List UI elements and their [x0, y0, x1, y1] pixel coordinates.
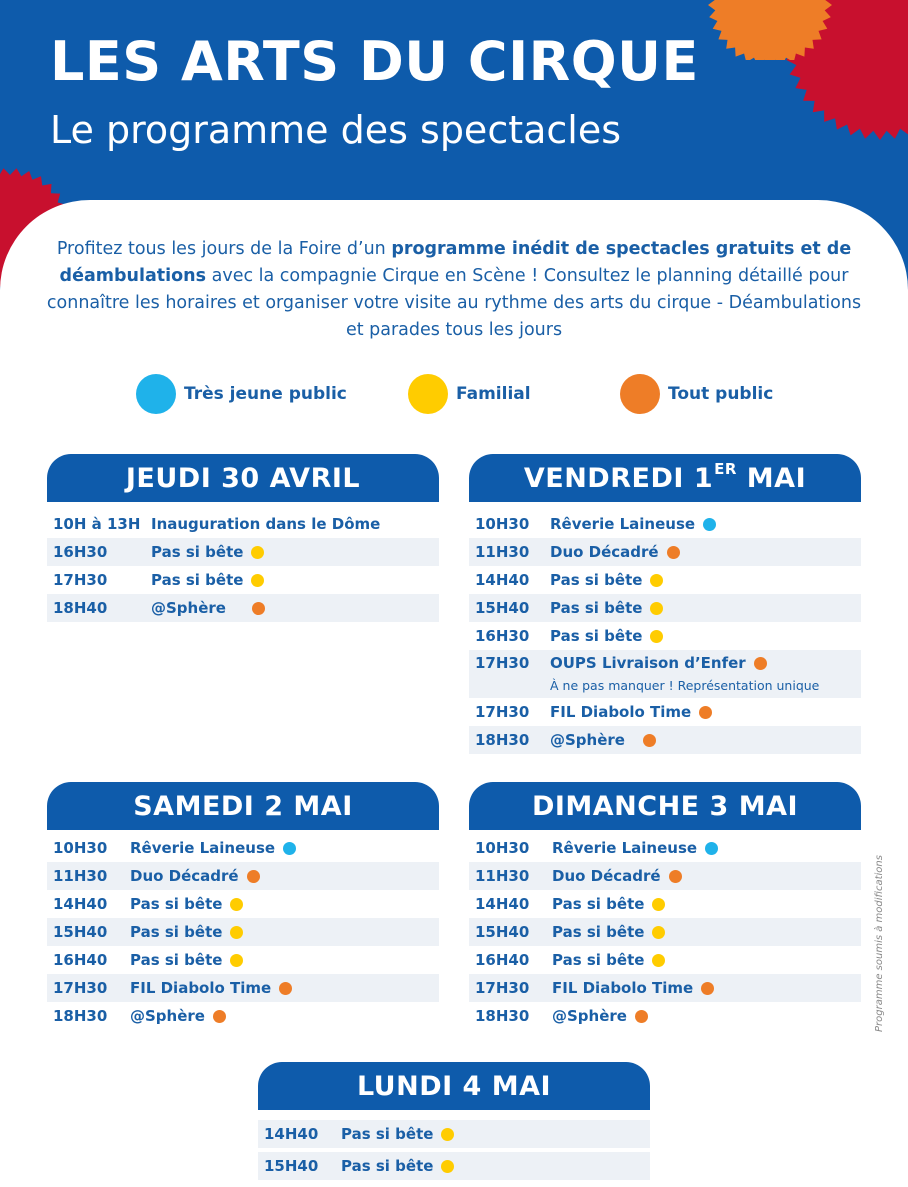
schedule-row: [47, 974, 439, 1002]
schedule-row: [469, 974, 861, 1002]
familial-dot-icon: [230, 954, 243, 967]
tout-public-dot-icon: [247, 870, 260, 883]
day-jeudi: [47, 454, 439, 622]
show-time: 11H30: [475, 867, 530, 885]
tout-public-dot-icon: [754, 657, 767, 670]
familial-dot-icon: [650, 602, 663, 615]
show-name: @Sphère: [130, 1007, 205, 1025]
familial-dot-icon: [652, 926, 665, 939]
tout-public-dot-icon: [635, 1010, 648, 1023]
blue-dot-icon: [136, 374, 176, 414]
show-time: 10H30: [475, 839, 530, 857]
show-time: 16H30: [475, 627, 530, 645]
legend-label: Tout public: [668, 384, 774, 404]
schedule-row: [47, 594, 439, 622]
show-time: 16H30: [53, 543, 108, 561]
schedule-row: [469, 726, 861, 754]
day-vendredi: [469, 454, 861, 754]
show-name: Duo Décadré: [130, 867, 239, 885]
schedule-row: [47, 946, 439, 974]
tres-jeune-dot-icon: [283, 842, 296, 855]
show-time: 15H40: [475, 599, 530, 617]
day-samedi: [47, 782, 439, 1030]
day-dimanche: [469, 782, 861, 1030]
legend-familial: [408, 372, 531, 416]
familial-dot-icon: [652, 898, 665, 911]
show-time: 10H à 13H: [53, 515, 141, 533]
show-time: 14H40: [475, 571, 530, 589]
schedule-row: [469, 650, 861, 698]
yellow-dot-icon: [408, 374, 448, 414]
intro-text: Profitez tous les jours de la Foire d’un programme inédit de spectacles gratuits et de déambulations avec la compagnie Cirque en Scène ! Consultez le planning détaillé pour connaître les horaires et organiser votre visite au rythme des arts du cirque - Déambulations et parades tous les jours: [46, 239, 862, 340]
day-title: DIMANCHE 3 MAI: [469, 782, 861, 830]
tout-public-dot-icon: [667, 546, 680, 559]
schedule-row: [469, 862, 861, 890]
schedule-row: [47, 890, 439, 918]
schedule-row: [47, 834, 439, 862]
schedule-row: [469, 698, 861, 726]
familial-dot-icon: [650, 630, 663, 643]
show-name: Pas si bête: [552, 951, 645, 969]
schedule-row: [469, 946, 861, 974]
show-time: 10H30: [53, 839, 108, 857]
legend-tout-public: [620, 372, 773, 416]
show-time: 16H40: [53, 951, 108, 969]
show-note: À ne pas manquer ! Représentation unique: [550, 678, 820, 693]
schedule-row: [469, 538, 861, 566]
show-name: Pas si bête: [130, 951, 223, 969]
show-time: 15H40: [264, 1157, 319, 1175]
day-title: SAMEDI 2 MAI: [47, 782, 439, 830]
show-time: 16H40: [475, 951, 530, 969]
show-name: Pas si bête: [341, 1157, 434, 1175]
show-time: 14H40: [53, 895, 108, 913]
show-name: Inauguration dans le Dôme: [151, 515, 381, 533]
tres-jeune-dot-icon: [705, 842, 718, 855]
familial-dot-icon: [441, 1160, 454, 1173]
show-name: Duo Décadré: [552, 867, 661, 885]
familial-dot-icon: [251, 574, 264, 587]
show-name: FIL Diabolo Time: [550, 703, 692, 721]
orange-burst-top-right: [700, 0, 850, 60]
tout-public-dot-icon: [252, 602, 265, 615]
familial-dot-icon: [650, 574, 663, 587]
legend-label: Très jeune public: [184, 384, 347, 404]
page-subtitle: Le programme des spectacles: [50, 108, 622, 152]
schedule-row: [469, 510, 861, 538]
schedule-row: [47, 538, 439, 566]
show-name: Pas si bête: [130, 895, 223, 913]
schedule-row: [469, 1002, 861, 1030]
show-time: 14H40: [264, 1125, 319, 1143]
familial-dot-icon: [230, 898, 243, 911]
tout-public-dot-icon: [279, 982, 292, 995]
day-title: VENDREDI 1 $^{ER}$ MAI: [469, 454, 861, 502]
disclaimer-note: Programme soumis à modifications: [874, 855, 885, 1032]
schedule-row: [47, 1002, 439, 1030]
show-time: 15H40: [475, 923, 530, 941]
day-lundi: [258, 1062, 650, 1180]
show-time: 17H30: [475, 703, 530, 721]
schedule-row: [47, 510, 439, 538]
familial-dot-icon: [230, 926, 243, 939]
show-name: Pas si bête: [151, 571, 244, 589]
schedule-row: [469, 918, 861, 946]
legend-tres-jeune: [136, 372, 347, 416]
tout-public-dot-icon: [643, 734, 656, 747]
show-time: 11H30: [475, 543, 530, 561]
show-time: 18H30: [475, 1007, 530, 1025]
page-title: LES ARTS DU CIRQUE: [50, 30, 699, 93]
show-name: OUPS Livraison d’Enfer: [550, 654, 746, 672]
show-time: 17H30: [53, 571, 108, 589]
show-name: Pas si bête: [550, 599, 643, 617]
orange-dot-icon: [620, 374, 660, 414]
show-name: @Sphère: [151, 599, 226, 617]
familial-dot-icon: [441, 1128, 454, 1141]
show-time: 18H30: [475, 731, 530, 749]
show-time: 11H30: [53, 867, 108, 885]
show-name: Rêverie Laineuse: [550, 515, 696, 533]
day-title: LUNDI 4 MAI: [258, 1062, 650, 1110]
schedule-row: [469, 622, 861, 650]
schedule-row: [258, 1152, 650, 1180]
schedule-row: [258, 1120, 650, 1148]
tout-public-dot-icon: [669, 870, 682, 883]
show-time: 15H40: [53, 923, 108, 941]
show-name: Pas si bête: [341, 1125, 434, 1143]
show-name: Rêverie Laineuse: [552, 839, 698, 857]
show-name: Pas si bête: [550, 627, 643, 645]
familial-dot-icon: [251, 546, 264, 559]
show-name: Pas si bête: [550, 571, 643, 589]
tout-public-dot-icon: [701, 982, 714, 995]
schedule-row: [469, 566, 861, 594]
show-name: FIL Diabolo Time: [130, 979, 272, 997]
show-name: Pas si bête: [552, 923, 645, 941]
day-title: JEUDI 30 AVRIL: [47, 454, 439, 502]
show-time: 18H40: [53, 599, 108, 617]
show-time: 17H30: [53, 979, 108, 997]
show-time: 10H30: [475, 515, 530, 533]
show-name: Pas si bête: [130, 923, 223, 941]
schedule-row: [469, 834, 861, 862]
show-name: Pas si bête: [552, 895, 645, 913]
show-time: 17H30: [475, 979, 530, 997]
schedule-row: [469, 594, 861, 622]
tout-public-dot-icon: [699, 706, 712, 719]
show-time: 18H30: [53, 1007, 108, 1025]
schedule-row: [469, 890, 861, 918]
tres-jeune-dot-icon: [703, 518, 716, 531]
legend-label: Familial: [456, 384, 531, 404]
schedule-row: [47, 862, 439, 890]
schedule-row: [47, 566, 439, 594]
show-name: Rêverie Laineuse: [130, 839, 276, 857]
familial-dot-icon: [652, 954, 665, 967]
show-name: Duo Décadré: [550, 543, 659, 561]
show-time: 17H30: [475, 654, 530, 672]
show-name: @Sphère: [552, 1007, 627, 1025]
schedule-row: [47, 918, 439, 946]
tout-public-dot-icon: [213, 1010, 226, 1023]
show-name: FIL Diabolo Time: [552, 979, 694, 997]
show-name: @Sphère: [550, 731, 625, 749]
show-time: 14H40: [475, 895, 530, 913]
show-name: Pas si bête: [151, 543, 244, 561]
